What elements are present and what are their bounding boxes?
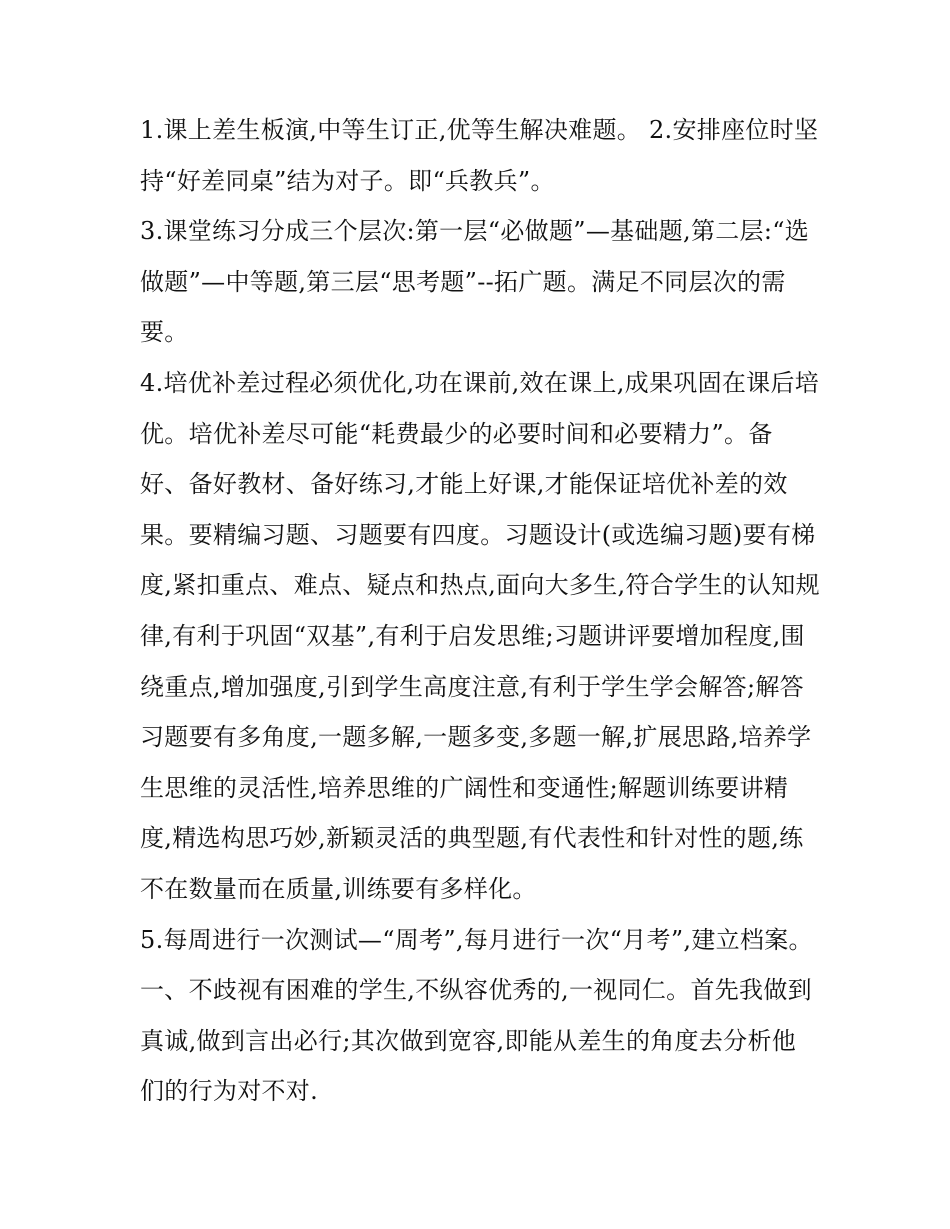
document-body bbox=[140, 105, 820, 1117]
paragraph-1: 1.课上差生板演,中等生订正,优等生解决难题。 2.安排座位时坚持“好差同桌”结为对子。即“兵教兵”。 bbox=[140, 116, 819, 195]
paragraph-5: 一、不歧视有困难的学生,不纵容优秀的,一视同仁。首先我做到真诚,做到言出必行;其次做到宽容,即能从差生的角度去分析他们的行为对不对. bbox=[140, 976, 812, 1106]
paragraph-4: 5.每周进行一次测试—“周考”,每月进行一次“月考”,建立档案。 bbox=[140, 925, 813, 954]
paragraph-2: 3.课堂练习分成三个层次:第一层“必做题”—基础题,第二层:“选做题”—中等题,第三层“思考题”--拓广题。满足不同层次的需要。 bbox=[140, 217, 810, 347]
paragraph-3: 4.培优补差过程必须优化,功在课前,效在课上,成果巩固在课后培优。培优补差尽可能“耗费最少的必要时间和必要精力”。备好、备好教材、备好练习,才能上好课,才能保证培优补差的效果。要精编习题、习题要有四度。习题设计(或选编习题)要有梯度,紧扣重点、难点、疑点和热点,面向大多生,符合学生的认知规律,有利于巩固“双基”,有利于启发思维;习题讲评要增加程度,围绕重点,增加强度,引到学生高度注意,有利于学生学会解答;解答习题要有多角度,一题多解,一题多变,多题一解,扩展思路,培养学生思维的灵活性,培养思维的广阔性和变通性;解题训练要讲精度,精选构思巧妙,新颖灵活的典型题,有代表性和针对性的题,练不在数量而在质量,训练要有多样化。 bbox=[140, 368, 820, 903]
